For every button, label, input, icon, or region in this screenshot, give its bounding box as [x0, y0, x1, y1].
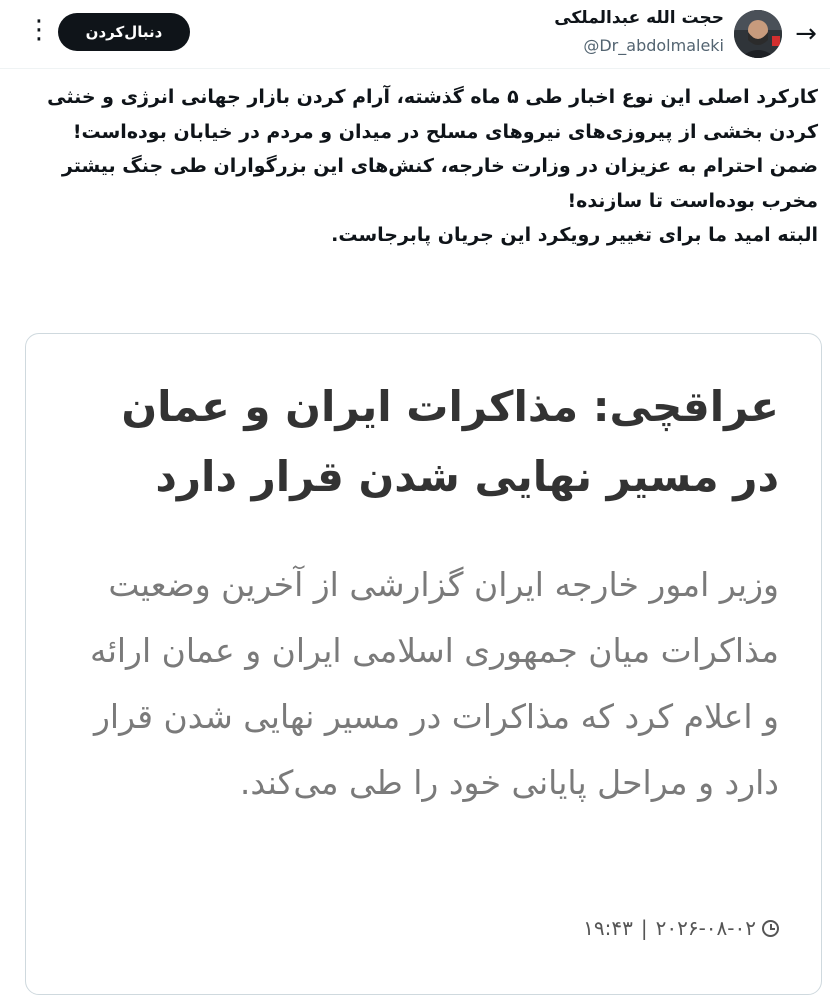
follow-button[interactable]: دنبال‌کردن [58, 13, 190, 51]
clock-icon [762, 920, 779, 937]
more-vertical-icon[interactable]: ⋮ [26, 15, 52, 45]
avatar-image [734, 10, 782, 58]
author-name[interactable]: حجت الله عبدالملکی [554, 8, 724, 28]
news-lead: وزیر امور خارجه ایران گزارشی از آخرین وضعیت مذاکرات میان جمهوری اسلامی ایران و عمان ارائه و اعلام کرد که مذاکرات در مسیر نهایی شدن قرار دارد و مراحل پایانی خود را طی می‌کند. [90, 565, 779, 802]
tweet-paragraph: ضمن احترام به عزیزان در وزارت خارجه، کنش‌های این بزرگواران طی جنگ بیشتر مخرب بوده‌است تا سازنده! [61, 155, 818, 212]
news-date: ۲۰۲۶-۰۸-۰۲ [655, 916, 756, 940]
tweet-header [0, 0, 830, 69]
author-handle[interactable]: @Dr_abdolmaleki [583, 36, 724, 55]
tweet-text [22, 80, 818, 253]
news-headline: عراقچی: مذاکرات ایران و عمان در مسیر نهایی شدن قرار دارد [121, 382, 779, 501]
avatar[interactable] [734, 10, 782, 58]
news-meta [583, 916, 779, 940]
meta-separator: | [640, 916, 648, 940]
arrow-right-icon[interactable]: → [795, 19, 817, 49]
news-time: ۱۹:۴۳ [583, 916, 633, 940]
tweet-paragraph: کارکرد اصلی این نوع اخبار طی ۵ ماه گذشته، آرام کردن بازار جهانی انرژی و خنثی کردن بخشی از پیروزی‌های نیروهای مسلح در میدان و مردم در خیابان بوده‌است! [47, 86, 818, 143]
attached-news-image[interactable] [25, 333, 822, 995]
tweet-paragraph: البته امید ما برای تغییر رویکرد این جریان پابرجاست. [331, 224, 818, 246]
